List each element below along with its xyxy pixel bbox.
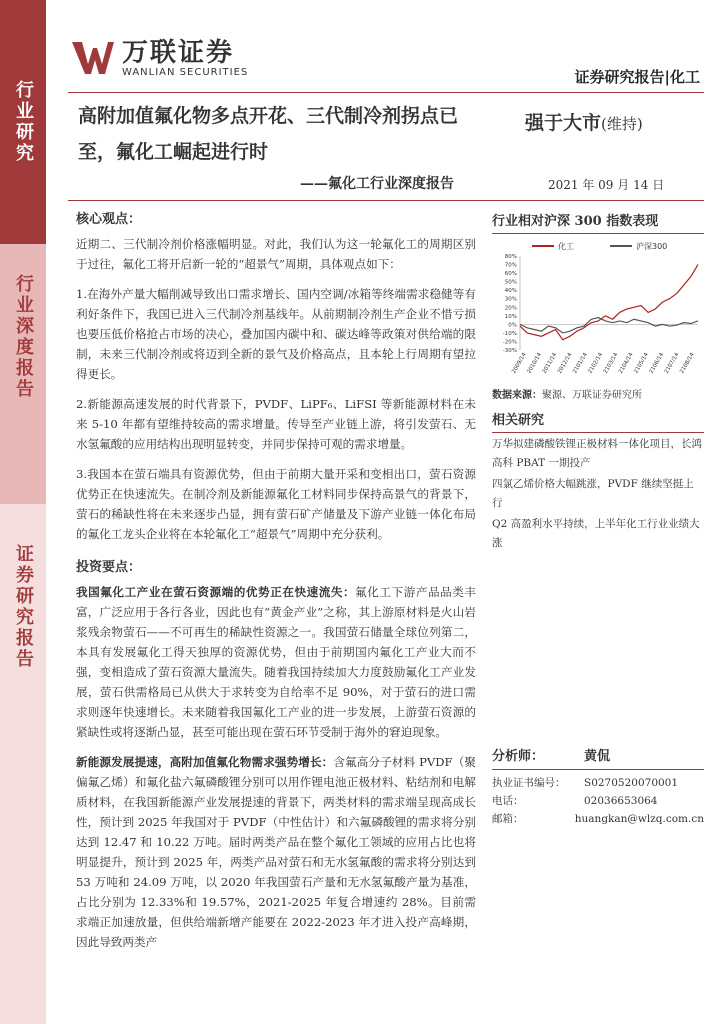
invest-lead: 我国氟化工产业在萤石资源端的优势正在快速流失： (76, 585, 356, 599)
wanlian-logo-icon (70, 38, 116, 78)
core-point: 1.在海外产量大幅削减导致出口需求增长、国内空调/冰箱等终端需求稳健等有利好条件下，我国已进入三代制冷剂基线年。从前期制冷剂生产企业不惜亏损也要压低价格抢占市场的决心，叠加国内碳中和、碳达峰等政策对供给端的限制，未来三代制冷剂或将迈到全新的景气及价格高点，且本轮上行周期有望拉得更长。 (76, 287, 476, 381)
y-tick-label: 70% (504, 262, 517, 269)
report-type: 证券研究报告|化工 (574, 68, 700, 86)
sidebar-label: 行业研究 (13, 80, 34, 164)
analyst-key: 邮箱： (492, 813, 524, 825)
analyst-row (492, 810, 704, 828)
y-tick-label: -30% (502, 348, 517, 354)
source-text: 聚源、万联证券研究所 (542, 390, 642, 401)
rating (525, 108, 643, 135)
sidebar-block-industry (0, 0, 46, 244)
company-logo (70, 38, 248, 78)
y-tick-label: 60% (504, 271, 517, 278)
legend-label: 化工 (558, 242, 574, 251)
report-title: 高附加值氟化物多点开花、三代制冷剂拐点已至，氟化工崛起进行时 (78, 105, 459, 163)
series-line (520, 318, 698, 333)
core-point: 3.我国本在萤石端具有资源优势，但由于前期大量开采和变相出口，萤石资源优势正在快速流失。在制冷剂及新能源氟化工材料同步保持高景气的背景下，萤石的稀缺性将在未来逐步凸显，拥有萤石矿产储量及下游产业链一体化布局的氟化工龙头企业将在本轮氟化工“超景气”周期中充分获利。 (76, 467, 476, 541)
performance-chart (492, 238, 704, 378)
related-item[interactable]: 四氯乙烯价格大幅跳涨，PVDF 继续坚挺上行 (492, 478, 694, 509)
x-tick-label: 2103/14 (602, 352, 620, 375)
perf-title: 行业相对沪深 300 指数表现 (492, 210, 704, 234)
analyst-value: S0270520070001 (584, 777, 679, 789)
x-tick-label: 2009/14 (511, 352, 528, 375)
x-tick-label: 2108/14 (679, 352, 696, 375)
x-tick-label: 2104/14 (618, 352, 635, 375)
analyst-label: 分析师： (492, 749, 545, 764)
x-tick-label: 2107/14 (663, 352, 681, 375)
analyst-info (492, 748, 704, 828)
related-item[interactable]: Q2 高盈利水平持续，上半年化工行业业绩大涨 (492, 518, 700, 549)
sidebar-block-securities (0, 504, 46, 1024)
y-tick-label: 80% (504, 254, 517, 260)
logo-name-cn: 万联证券 (122, 37, 235, 68)
y-tick-label: 20% (504, 305, 517, 312)
rating-main: 强于大市 (525, 112, 602, 134)
legend-label: 沪深300 (636, 242, 668, 251)
invest-para (76, 582, 476, 742)
y-tick-label: 10% (504, 313, 517, 320)
sidebar-block-deep (0, 244, 46, 504)
title-divider (68, 200, 704, 201)
x-tick-label: 2106/14 (648, 352, 666, 375)
chart-source (492, 386, 704, 401)
y-tick-label: 50% (504, 279, 517, 286)
x-tick-label: 2010/14 (526, 352, 544, 375)
related-item[interactable]: 万华拟建磷酸铁锂正极材料一体化项目，长鸿高科 PBAT 一期投产 (492, 438, 702, 469)
core-point: 2.新能源高速发展的时代背景下，PVDF、LiPF₆、LiFSI 等新能源材料在未来 5-10 年都有望维持较高的需求增量。传导至产业链上游，将引发萤石、无水氢氟酸的应用结构出现明显转变，并同步保持可观的需求增量。 (76, 397, 476, 451)
invest-body: 含氟高分子材料 PVDF（聚偏氟乙烯）和氟化盐六氟磷酸锂分别可以用作锂电池正极材料、粘结剂和电解质材料，在我国新能源产业发展提速的背景下，两类材料的需求端呈现高成长性，预计到 2025 年我国对于 PVDF（中性估计）和六氟磷酸锂的需求将分别达到 12.47 和 10.22 万吨。届时两类产品在整个氟化工领域的应用占比也将明显提升，预计到 2025 年，两类产品对萤石和无水氢氟酸的需求将分别达到 53 万吨和 24.09 万吨，以 2020 年我国萤石产量和无水氢氟酸产量为基准，占比分别为 12.33%和 19.57%，2021-2025 年复合增速约 28%。目前需求端正加速放量，但供给端新增产能要在 2022-2023 年才进入投产高峰期，因此导致两类产 (76, 755, 476, 949)
x-tick-label: 2105/14 (633, 352, 650, 375)
x-tick-label: 2101/14 (572, 352, 589, 375)
source-label: 数据来源： (492, 390, 542, 401)
x-tick-label: 2011/14 (541, 352, 559, 375)
analyst-value: 02036653064 (584, 795, 658, 807)
analyst-row (492, 792, 704, 810)
analyst-email[interactable]: huangkan@wlzq.com.cn (574, 813, 704, 825)
logo-name-en: WANLIAN SECURITIES (122, 66, 249, 78)
invest-body: 氟化工下游产品品类丰富，广泛应用于各行各业，因此也有“黄金产业”之称，其上游原材料是火山岩浆残余物萤石——不可再生的稀缺性资源之一。我国萤石储量全球位列第二，本具有发展氟化工得天独厚的资源优势，但由于前期国内氟化工产业大而不强，变相造成了萤石资源大量流失。随着我国持续加大力度鼓励氟化工产业发展，萤石供需格局已从供大于求转变为自给率不足 90%，对于萤石的进口需求则逐年快速增长。未来随着我国氟化工产业的进一步发展，上游萤石资源的紧缺性或将逐渐凸显，甚至可能出现在萤石环节受制于海外的窘迫现象。 (76, 585, 476, 739)
related-title: 相关研究 (492, 409, 704, 433)
y-tick-label: 40% (504, 288, 517, 295)
invest-para (76, 752, 476, 952)
analyst-heading (492, 748, 704, 770)
invest-heading: 投资要点： (76, 560, 142, 575)
y-tick-label: -10% (502, 330, 517, 337)
rating-sub: (维持) (601, 115, 643, 133)
y-tick-label: 30% (504, 296, 517, 303)
analyst-key: 执业证书编号： (492, 777, 566, 789)
x-tick-label: 2102/14 (587, 352, 605, 375)
sidebar-label: 行业深度报告 (13, 274, 34, 400)
y-tick-label: 0% (508, 322, 517, 329)
report-date: 2021 年 09 月 14 日 (548, 178, 665, 192)
x-tick-label: 2012/14 (556, 352, 574, 375)
invest-lead: 新能源发展提速，高附加值氟化物需求强势增长： (76, 755, 334, 769)
sidebar (0, 0, 46, 1024)
side-panel (492, 210, 704, 553)
main-content (76, 210, 476, 962)
analyst-name: 黄侃 (584, 749, 611, 764)
core-heading: 核心观点： (76, 212, 142, 227)
core-intro: 近期二、三代制冷剂价格涨幅明显。对此，我们认为这一轮氟化工的周期区别于过往，氟化工将开启新一轮的“超景气”周期，具体观点如下： (76, 237, 476, 271)
analyst-row (492, 774, 704, 792)
header-divider (68, 92, 704, 93)
series-line (520, 265, 698, 340)
analyst-key: 电话： (492, 795, 524, 807)
report-subtitle: ——氟化工行业深度报告 (300, 176, 454, 192)
y-tick-label: -20% (502, 339, 517, 346)
sidebar-label: 证券研究报告 (13, 544, 34, 670)
